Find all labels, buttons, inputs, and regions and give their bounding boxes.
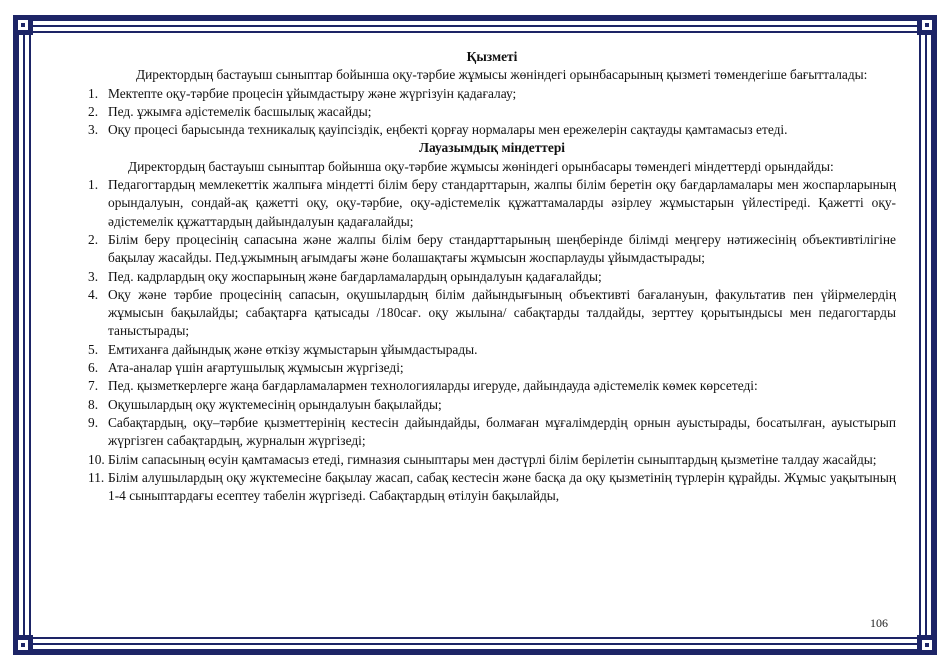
item-number: 8. [88,396,99,412]
list-item [88,176,896,231]
item-text: Пед. қызметкерлерге жаңа бағдарламалармен технологияларды игеруде, дайындауда әдістемелік көмек көрсетеді: [108,378,758,394]
list-item [88,359,896,377]
item-text: Сабақтардың, оқу–тәрбие қызметтерінің кестесін дайындайды, болмаған мұғалімдердің орнын ауыстырады, босатылған, ауыстырып жүргізген сабақтардың, журналын жүргізеді; [108,414,896,449]
item-number: 4. [88,286,99,302]
list-item [88,396,896,414]
item-text: Оқу және тәрбие процесінің сапасын, оқушылардың білім дайындығының объективті бағалануын, факультатив пен үйірмелердің жұмысын бақылайды; сабақтарға қатысады /180сағ. оқу жылына/ сабақтарды талдайды, зерттеу қорытындысы мен педагогтарды таныстырады; [108,286,896,339]
list-item [88,268,896,286]
list-item [88,231,896,268]
list-item [88,121,896,139]
item-number: 1. [88,177,99,193]
duties-intro: Директордың бастауыш сыныптар бойынша оқу-тәрбие жұмысы жөніндегі орынбасары төмендегі міндеттерді орындайды: [128,158,834,174]
list-item [88,286,896,341]
item-number: 7. [88,378,99,394]
item-text: Пед. кадрлардың оқу жоспарының және бағдарламалардың орындалуын қадағалайды; [108,268,602,284]
duties-list [88,176,896,505]
section-title-duties: Лауазымдық міндеттері [419,140,565,156]
item-number: 5. [88,341,99,357]
item-number: 3. [88,122,99,138]
item-number: 2. [88,103,99,119]
border-corner-ornament [917,635,937,655]
item-text: Емтиханға дайындық және өткізу жұмыстарын ұйымдастырады. [108,341,478,357]
item-text: Мектепте оқу-тәрбие процесін ұйымдастыру және жүргізуін қадағалау; [108,85,517,101]
border-corner-ornament [13,635,33,655]
item-number: 2. [88,231,99,247]
item-number: 6. [88,360,99,376]
list-item [88,414,896,451]
list-item [88,469,896,506]
list-item [88,85,896,103]
list-item [88,103,896,121]
functions-intro: Директордың бастауыш сыныптар бойынша оқу-тәрбие жұмысы жөніндегі орынбасарының қызметі төмендегіше бағытталады: [136,67,868,83]
list-item [88,341,896,359]
item-number: 3. [88,268,99,284]
border-corner-ornament [13,15,33,35]
item-text: Пед. ұжымға әдістемелік басшылық жасайды; [108,103,372,119]
item-number: 9. [88,414,99,430]
item-text: Ата-аналар үшін ағартушылық жұмысын жүргізеді; [108,360,404,376]
item-number: 11. [88,469,105,485]
item-text: Білім беру процесінің сапасына және жалпы білім беру стандарттарының шеңберінде білімді меңгеру нәтижесінің объективтілігіне бақылау жасайды. Пед.ұжымның ағымдағы және болашақтағы жұмысын жоспарлауды ұйымдастырады; [108,231,896,266]
section-title-functions: Қызметі [466,49,518,64]
functions-list [88,85,896,140]
item-text: Білім сапасының өсуін қамтамасыз етеді, гимназия сыныптары мен дәстүрлі білім берілетін сыныптардың қызметіне талдау жасайды; [108,451,877,467]
list-item [88,377,896,395]
item-text: Оқушылардың оқу жүктемесінің орындалуын бақылайды; [108,396,442,412]
list-item [88,451,896,469]
page-number: 106 [870,616,888,630]
item-number: 10. [88,451,105,467]
item-number: 1. [88,85,99,101]
document-body [88,48,896,614]
item-text: Педагогтардың мемлекеттік жалпыға міндетті білім беру стандарттарын, жалпы білім беретін оқу бағдарламалары мен жоспарларының орындалуын, сондай-ақ қажетті оқу, оқу-тәрбие, оқу-әдістемелік құжаттамаларды әзірлеу жұмыстарын үйлестіреді. Қажетті оқу-әдістемелік құжаттардың дайындалуын қадағалайды; [108,177,896,229]
item-text: Оқу процесі барысында техникалық қауіпсіздік, еңбекті қорғау нормалары мен ережелерін сақтауды қамтамасыз етеді. [108,122,788,138]
border-corner-ornament [917,15,937,35]
item-text: Білім алушылардың оқу жүктемесіне бақылау жасап, сабақ кестесін және басқа да оқу қызметінің түрлерін құрайды. Жұмыс уақытының 1-4 сыныптардағы есептеу табелін жүргізеді. Сабақтардың өтілуін бақылайды, [108,469,896,504]
